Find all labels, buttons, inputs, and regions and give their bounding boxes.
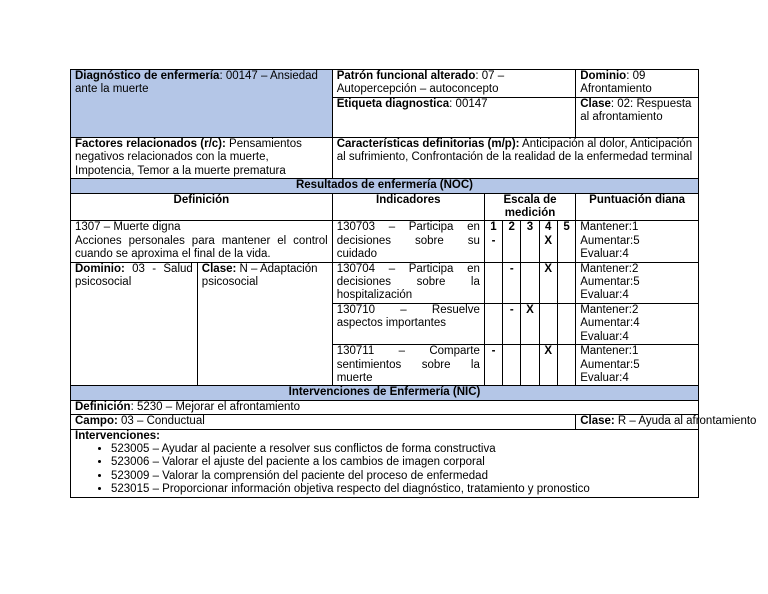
indicator-cell-2 [332,262,484,303]
scale-col-3 [521,221,539,262]
nic-field-cell [71,415,576,429]
nursing-care-plan-table [70,69,757,498]
noc-header: Resultados de enfermería (NOC) [71,179,699,193]
scale-col-4 [539,221,557,262]
scale-number: 3 [526,221,534,234]
list-item: • 523009 – Valorar la comprensión del paciente del proceso de enfermedad [111,470,694,483]
indicator-text: 130710 – Resuelve aspectos importantes [336,303,480,330]
score-line: Aumentar:5 [580,358,640,371]
diagnosis-value: : 00147 – Ansiedad ante la muerte [75,70,318,96]
score-cell-3 [576,303,699,344]
noc-definition-text: Acciones personales para mantener el control cuando se aproxima el final de la vida. [75,234,328,261]
factors-label: Factores relacionados (r/c): [75,138,226,150]
nic-header: Intervenciones de Enfermería (NIC) [71,386,699,400]
scale-col-2 [503,221,521,262]
nic-field-label: Campo: [75,415,118,428]
noc-definition-title: 1307 – Muerte digna [75,221,181,234]
score-line: Aumentar:5 [580,234,640,247]
domain-value: : 09 Afrontamiento [580,70,652,96]
characteristics-label: Características definitorias (m/p): [336,138,520,150]
scale-mark [557,345,575,386]
score-line: Mantener:2 [580,303,639,316]
scale-number: 4 [545,221,552,234]
noc-domain-value: 03 - Salud psicosocial [75,262,193,289]
class-value: : 02: Respuesta al afrontamiento [580,98,692,124]
scale-mark: X [539,345,557,386]
nic-definition-cell [71,400,699,414]
score-line: Aumentar:4 [580,317,640,330]
score-cell-2 [576,262,699,303]
characteristics-cell [332,138,698,179]
noc-class-cell [197,262,332,386]
nic-class-label: Clase: [580,415,615,428]
nic-definition-label: Definición [75,400,131,413]
score-line: Evaluar:4 [580,248,629,261]
score-line: Mantener:1 [580,345,639,358]
noc-domain-label: Dominio: [75,262,125,275]
indicator-cell-1 [332,221,484,262]
score-line: Evaluar:4 [580,330,629,343]
class-label: Clase [580,98,611,110]
pattern-cell [332,70,575,98]
scale-mark [484,262,502,303]
list-item: • 523015 – Proporcionar información objetiva respecto del diagnóstico, tratamiento y pronostico [111,483,694,496]
list-item: • 523006 – Valorar el ajuste del paciente a los cambios de imagen corporal [111,456,694,469]
nic-definition-value: : 5230 – Mejorar el afrontamiento [130,400,300,413]
indicator-text: 130704 – Participa en decisiones sobre la hospitalización [336,262,480,302]
class-cell [576,98,699,138]
scale-mark: - [503,262,521,303]
noc-col-score: Puntuación diana [576,193,699,221]
noc-col-definition: Definición [71,193,333,221]
scale-col-5 [557,221,575,262]
score-line: Evaluar:4 [580,371,629,384]
score-line: Mantener:2 [580,262,639,275]
scale-mark: - [491,234,496,247]
domain-cell [576,70,699,98]
nic-interventions-cell [71,429,699,497]
indicator-cell-4 [332,345,484,386]
scale-number: 1 [490,221,497,234]
noc-col-scale: Escala de medición [484,193,575,221]
tag-value: : 00147 [449,98,488,110]
score-line: Mantener:1 [580,221,639,234]
score-cell-4 [576,345,699,386]
score-line: Aumentar:5 [580,276,640,289]
nic-class-value: R – Ayuda al afrontamiento [614,415,757,428]
scale-mark: X [539,262,557,303]
domain-label: Dominio [580,70,627,82]
interventions-label: Intervenciones: [75,429,160,442]
scale-mark [484,303,502,344]
scale-mark [539,303,557,344]
score-line: Evaluar:4 [580,289,629,302]
scale-mark [521,345,539,386]
scale-mark: - [503,303,521,344]
diagnosis-label: Diagnóstico de enfermería [75,70,220,82]
scale-col-1 [484,221,502,262]
scale-number: 2 [508,221,515,234]
factors-cell [71,138,333,179]
scale-mark [557,303,575,344]
scale-mark [503,345,521,386]
tag-cell [332,98,575,138]
indicator-text: 130711 – Comparte sentimientos sobre la muerte [336,345,480,384]
interventions-list [75,443,694,497]
noc-definition-cell [71,221,333,262]
scale-mark: X [544,234,553,247]
nic-field-value: 03 – Conductual [117,415,205,428]
scale-mark [521,262,539,303]
score-cell-1 [576,221,699,262]
diagnosis-cell [71,70,333,138]
indicator-text: 130703 – Participa en decisiones sobre su cuidado [336,221,480,261]
factors-value: Pensamientos negativos relacionados con la muerte, Impotencia, Temor a la muerte prematura [75,138,302,177]
nic-class-cell [576,415,757,429]
pattern-value: : 07 – Autopercepción – autoconcepto [336,70,505,96]
noc-class-label: Clase: [201,262,237,275]
scale-mark: - [484,345,502,386]
tag-label: Etiqueta diagnostica [336,98,450,110]
scale-mark [557,262,575,303]
characteristics-value: Anticipación al dolor, Anticipación al sufrimiento, Confrontación de la realidad de la enfermedad terminal [336,138,693,164]
list-item: • 523005 – Ayudar al paciente a resolver sus conflictos de forma constructiva [111,443,694,456]
indicator-cell-3 [332,303,484,344]
scale-number: 5 [563,221,570,234]
pattern-label: Patrón funcional alterado [336,70,476,82]
noc-class-value: N – Adaptación psicosocial [201,262,318,289]
noc-domain-cell [71,262,198,386]
noc-col-indicators: Indicadores [332,193,484,221]
scale-mark: X [521,303,539,344]
